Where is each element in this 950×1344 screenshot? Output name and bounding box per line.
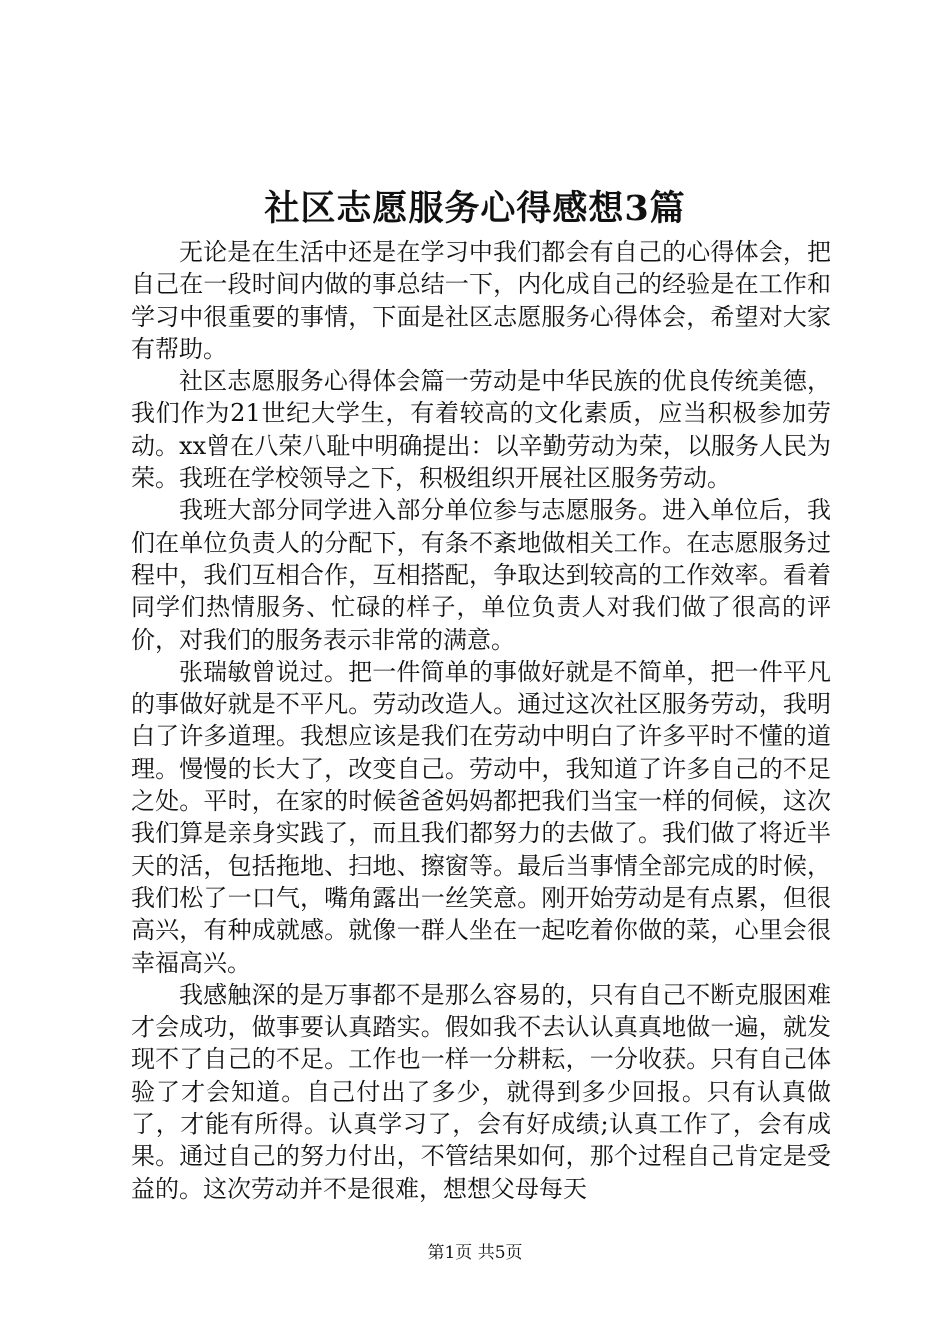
- paragraph-2: 社区志愿服务心得体会篇一劳动是中华民族的优良传统美德，我们作为21世纪大学生，有着较高的文化素质，应当积极参加劳动。xx曾在八荣八耻中明确提出：以辛勤劳动为荣，以服务人民为荣。我班在学校领导之下，积极组织开展社区服务劳动。: [131, 367, 831, 493]
- paragraph-4: 张瑞敏曾说过。把一件简单的事做好就是不简单，把一件平凡的事做好就是不平凡。劳动改造人。通过这次社区服务劳动，我明白了许多道理。我想应该是我们在劳动中明白了许多平时不懂的道理。慢慢的长大了，改变自己。劳动中，我知道了许多自己的不足之处。平时，在家的时候爸爸妈妈都把我们当宝一样的伺候，这次我们算是亲身实践了，而且我们都努力的去做了。我们做了将近半天的活，包括拖地、扫地、擦窗等。最后当事情全部完成的时候，我们松了一口气，嘴角露出一丝笑意。刚开始劳动是有点累，但很高兴，有种成就感。就像一群人坐在一起吃着你做的菜，心里会很幸福高兴。: [131, 657, 831, 977]
- paragraph-1: 无论是在生活中还是在学习中我们都会有自己的心得体会，把自己在一段时间内做的事总结一下，内化成自己的经验是在工作和学习中很重要的事情，下面是社区志愿服务心得体会，希望对大家有帮助。: [131, 238, 831, 363]
- paragraph-3: 我班大部分同学进入部分单位参与志愿服务。进入单位后，我们在单位负责人的分配下，有条不紊地做相关工作。在志愿服务过程中，我们互相合作，互相搭配，争取达到较高的工作效率。看着同学们热情服务、忙碌的样子，单位负责人对我们做了很高的评价，对我们的服务表示非常的满意。: [131, 496, 831, 654]
- page-number-footer: 第1页 共5页: [427, 1243, 523, 1263]
- paragraph-5: 我感触深的是万事都不是那么容易的，只有自己不断克服困难才会成功，做事要认真踏实。假如我不去认认真真地做一遍，就发现不了自己的不足。工作也一样一分耕耘，一分收获。只有自己体验了才会知道。自己付出了多少，就得到多少回报。只有认真做了，才能有所得。认真学习了，会有好成绩;认真工作了，会有成果。通过自己的努力付出，不管结果如何，那个过程自己肯定是受益的。这次劳动并不是很难，想想父母每天: [131, 980, 831, 1203]
- document-body: [131, 236, 831, 1205]
- page-title: 社区志愿服务心得感想3篇: [264, 188, 686, 229]
